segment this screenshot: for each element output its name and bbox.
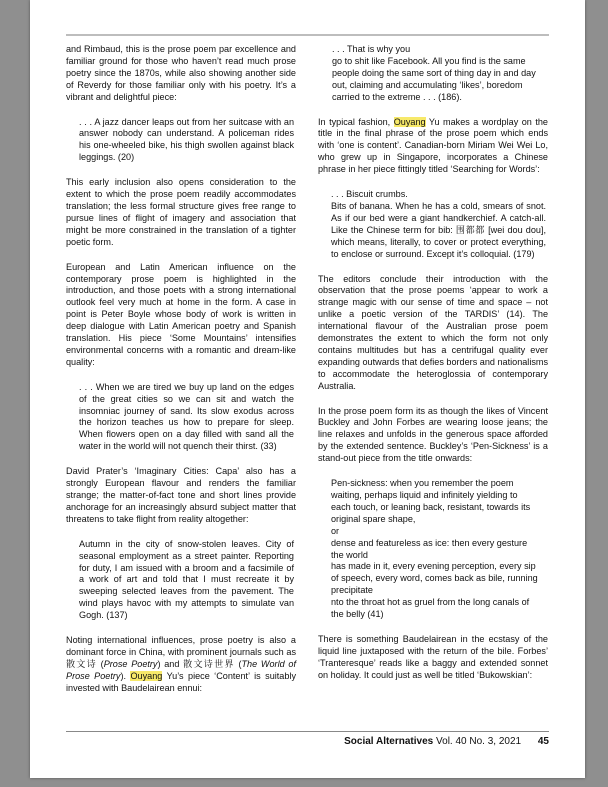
paragraph: This early inclusion also opens consideration to the extent to which the prose poem readily accommodates translation; the less formal structure gives free range to pursue lines of flight of imagery and association that might be more constrained in the translation of a tighter poetic form. xyxy=(66,177,296,247)
verse-line: or xyxy=(331,525,340,536)
verse-line: Pen-sickness: when you remember the poem xyxy=(331,478,514,489)
verse-line: go to shit like Facebook. All you find is the same xyxy=(332,55,526,66)
text-run: In typical fashion, xyxy=(318,116,394,127)
verse-line: of speech, every word, comes back as bile, running xyxy=(331,573,538,584)
page-number: 45 xyxy=(537,736,549,747)
verse-line: out, claiming and accumulating ‘likes’, boredom xyxy=(332,79,523,90)
paragraph: David Prater’s ‘Imaginary Cities: Capa’ also has a strongly European flavour and renders the familiar strange; the matter-of-fact tone and short lines provide anchorage for an increasingly absurd subject matter that threatens to take flight from reality altogether: xyxy=(66,466,296,524)
italic-title: Prose Poetry xyxy=(103,658,158,669)
verse-line: dense and featureless as ice: then every gesture xyxy=(331,537,528,548)
chinese-title: 散文诗 xyxy=(66,658,97,669)
verse-line: carried to the extreme . . . (186). xyxy=(332,91,462,102)
chinese-title: 散文诗世界 xyxy=(183,658,235,669)
text-run: Yu makes a wordplay on the title in the final phrase of the prose poem which ends with ‘one is content’. Canadian-born Miriam Wei Wei Lo, who grew up in Singapore, incorporates a Chinese phrase in her piece fittingly titled ‘Searching for Words’: xyxy=(318,116,548,175)
block-quote: . . . Biscuit crumbs. Bits of banana. When he has a cold, smears of snot. As if our bed were a giant handkerchief. A catch-all. Like the Chinese term for bib: 围都都 [wei dou dou], which means, literally, to cover or protect everything, to enclose or surround. Except it’s colloquial. (179) xyxy=(331,189,546,259)
paragraph: European and Latin American influence on the contemporary prose poem is highlighted in the introduction, and those poets with a strong international outlook feel very much at home in the form. A case in point is Peter Boyle whose body of work is written in deep dialogue with Latin American poetry and Spanish translation. His piece ‘Some Mountains’ intensifies environmental concerns with a romantic and dream-like quality: xyxy=(66,261,296,367)
paragraph: There is something Baudelairean in the ecstasy of the liquid line juxtaposed with the return of the bile. Forbes’ ‘Tranteresque’ reads like a baggy and extended sonnet on holiday. It could just as well be titled ‘Bukowskian’: xyxy=(318,633,548,680)
paragraph: The editors conclude their introduction with the observation that the prose poems ‘appear to work a strange magic with our sense of time and space – not unlike a poetic version of the TARDIS’ (14). The international flavour of the Australian prose poem demonstrates the extent to which the form not only contains multitudes but has a centrifugal quality ever expanding outwards that defies borders and nationalisms to accommodate the heteroglossia of contemporary Australia. xyxy=(318,273,549,391)
block-quote: . . . When we are tired we buy up land on the edges of the great cities so we can sit and watch the insomniac journey of sand. Its slow exodus across the horizon teaches us how to prepare for sleep. When flowers open on a day filled with sand all the water in the world will not quench their thirst. (33) xyxy=(79,381,294,452)
journal-issue: Vol. 40 No. 3, 2021 xyxy=(436,736,522,747)
paragraph xyxy=(318,117,548,177)
verse-line: each touch, or leaning back, resistant, towards its xyxy=(331,501,531,512)
verse-quote xyxy=(318,44,548,104)
verse-line: the belly (41) xyxy=(331,609,384,620)
text-run: ). xyxy=(120,670,131,681)
verse-quote xyxy=(318,478,548,621)
text-run: Noting international influences, prose poetry is also a dominant force in China, with prominent journals such as xyxy=(66,635,296,657)
verse-line: the world xyxy=(331,549,368,560)
verse-line: precipitate xyxy=(331,585,373,596)
text-run: ( xyxy=(234,658,242,669)
verse-line: people doing the same sort of thing day in and day xyxy=(332,67,536,78)
verse-line: nto the throat hot as gruel from the long canals of xyxy=(331,597,530,608)
verse-line: has made in it, every evening perception, every sip xyxy=(331,561,536,572)
verse-line: original spare shape, xyxy=(331,513,416,524)
search-highlight: Ouyang xyxy=(393,116,426,127)
paragraph: and Rimbaud, this is the prose poem par excellence and familiar ground for those who haven’t read much prose poetry since the 1870s, while also showing another side of Reverdy for those familiar only with his poetry. It’s a vibrant and delightful piece: xyxy=(66,44,296,102)
block-quote: Autumn in the city of snow-stolen leaves. City of seasonal employment as a street painter. Reporting for duty, I am issued with a broom and a facsimile of a work of art and told that I must recreate it by sweeping selected leaves from the pavement. The wind plays havoc with my attempts to simulate van Gogh. (137) xyxy=(79,538,294,621)
page-footer xyxy=(344,736,549,747)
footer-rule xyxy=(66,731,549,732)
right-column xyxy=(318,44,548,695)
document-page xyxy=(30,0,585,778)
paragraph: In the prose poem form its as though the likes of Vincent Buckley and John Forbes are wearing loose jeans; the line relaxes and unfolds in the generous space afforded by the extended sentence. Buckley’s ‘Pen-Sickness’ is a stand-out piece from the title onwards: xyxy=(318,405,548,464)
text-run: ) and xyxy=(157,658,184,669)
journal-name: Social Alternatives xyxy=(344,736,434,747)
search-highlight: Ouyang xyxy=(130,670,163,681)
left-column xyxy=(66,44,296,708)
paragraph xyxy=(66,635,296,695)
block-quote: . . . A jazz dancer leaps out from her suitcase with an answer nobody can understand. A policeman rides his one-wheeled bike, his thigh swollen against black leggings. (20) xyxy=(79,116,294,163)
italic-title: The World of Prose Poetry xyxy=(66,658,296,681)
header-rule xyxy=(66,34,549,36)
verse-line: . . . That is why you xyxy=(332,44,411,54)
text-run: ( xyxy=(96,658,104,669)
verse-line: waiting, perhaps liquid and infinitely yielding to xyxy=(331,490,518,500)
text-run: Yu’s piece ‘Content’ is suitably invested with Baudelairean ennui: xyxy=(66,670,296,693)
